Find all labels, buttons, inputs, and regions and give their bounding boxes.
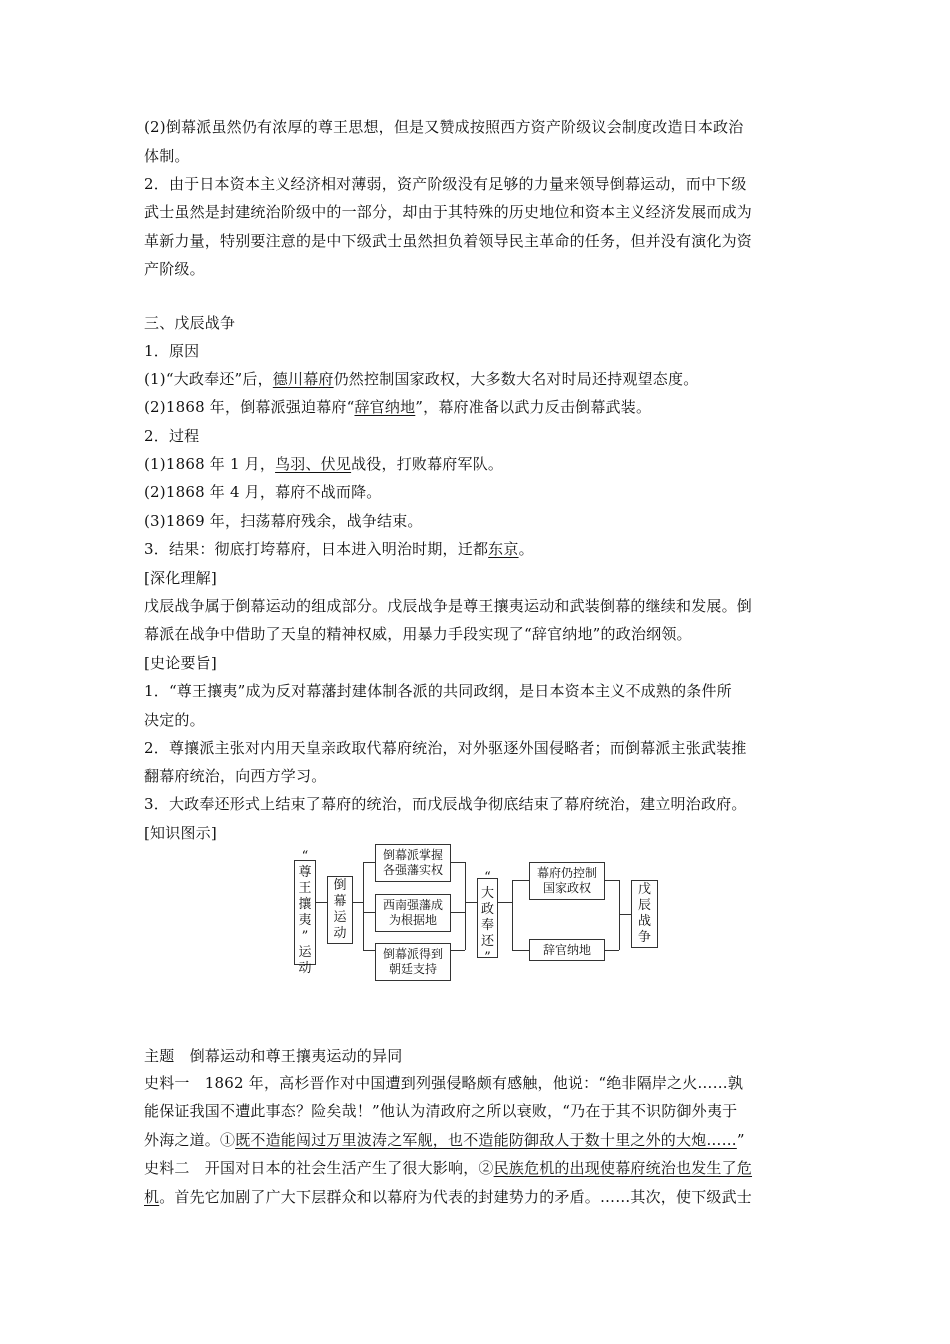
text-line xyxy=(144,1097,814,1125)
text-line xyxy=(144,478,814,506)
text-line xyxy=(144,790,814,818)
box-branch-3-label: 倒幕派得到朝廷支持 xyxy=(383,947,444,976)
underlined-text: 东京 xyxy=(488,540,519,558)
connector xyxy=(512,880,529,881)
text-segment: 主题 倒幕运动和尊王攘夷运动的异同 xyxy=(144,1047,403,1065)
connector xyxy=(512,950,529,951)
text-line xyxy=(144,734,814,762)
connector xyxy=(605,880,619,881)
text-segment: 外海之道。① xyxy=(144,1131,236,1149)
text-line xyxy=(144,1069,814,1097)
text-line xyxy=(144,507,814,535)
text-line xyxy=(144,365,814,393)
text-segment: 史料二 开国对日本的社会生活产生了很大影响，② xyxy=(144,1159,494,1177)
text-line xyxy=(144,564,814,592)
connector xyxy=(451,950,465,951)
text-segment: 体制。 xyxy=(144,147,190,165)
text-segment: 革新力量，特别要注意的是中下级武士虽然担负着领导民主革命的任务，但并没有演化为资 xyxy=(144,232,753,250)
text-segment: 3．大政奉还形式上结束了幕府的统治，而戊辰战争彻底结束了幕府统治，建立明治政府。 xyxy=(144,795,747,813)
text-line xyxy=(144,170,814,198)
text-line xyxy=(144,1183,814,1211)
text-line xyxy=(144,198,814,226)
text-line xyxy=(144,227,814,255)
connector xyxy=(363,912,375,913)
text-segment: 。首先它加剧了广大下层群众和以幕府为代表的封建势力的矛盾。……其次，使下级武士 xyxy=(159,1188,753,1206)
connector xyxy=(316,902,327,903)
text-segment: 能保证我国不遭此事态？险矣哉！”他认为清政府之所以衰败，“乃在于其不识防御外夷于 xyxy=(144,1102,738,1120)
text-segment: 武士虽然是封建统治阶级中的一部分，却由于其特殊的历史地位和资本主义经济发展而成为 xyxy=(144,203,753,221)
underlined-text: 既不造能闯过万里波涛之军舰，也不造能防御敌人于数十里之外的大炮…… xyxy=(235,1131,737,1149)
box-tobaku-movement xyxy=(327,876,353,944)
underlined-text: 鸟羽、伏见 xyxy=(275,455,352,473)
connector xyxy=(451,912,465,913)
text-line xyxy=(144,255,814,283)
text-line xyxy=(144,677,814,705)
text-segment: 三、戊辰战争 xyxy=(144,314,236,332)
connector xyxy=(451,862,465,863)
knowledge-diagram xyxy=(292,838,664,976)
box-shogunate-control xyxy=(529,862,605,900)
box-branch-2-label: 西南强藩成为根据地 xyxy=(383,898,444,927)
text-segment: 翻幕府统治，向西方学习。 xyxy=(144,767,327,785)
underlined-text: 德川幕府 xyxy=(272,370,334,388)
connector xyxy=(619,880,620,950)
text-segment: 3．结果：彻底打垮幕府，日本进入明治时期，迁都 xyxy=(144,540,489,558)
box-sonno-joi-label: “ 尊 王 攘 夷 ” 运 动 xyxy=(298,848,312,976)
box-branch-1 xyxy=(375,844,451,882)
connector xyxy=(465,862,466,950)
box-branch-2 xyxy=(375,894,451,932)
text-segment: ”，幕府准备以武力反击倒幕武装。 xyxy=(415,398,652,416)
box-tobaku-movement-label: 倒 幕 运 动 xyxy=(333,878,347,941)
text-line xyxy=(144,393,814,421)
connector xyxy=(363,862,364,950)
text-segment: [知识图示] xyxy=(144,824,217,842)
text-line xyxy=(144,142,814,170)
connector xyxy=(363,862,375,863)
text-segment: 2．尊攘派主张对内用天皇亲政取代幕府统治，对外驱逐外国侵略者；而倒幕派主张武装推 xyxy=(144,739,747,757)
connector xyxy=(512,880,513,950)
box-jikan-nochi-label: 辞官纳地 xyxy=(542,942,591,957)
text-line xyxy=(144,1126,814,1154)
connector xyxy=(363,950,375,951)
text-segment: 戊辰战争属于倒幕运动的组成部分。戊辰战争是尊王攘夷运动和武装倒幕的继续和发展。倒 xyxy=(144,597,753,615)
box-jikan-nochi xyxy=(529,939,605,961)
text-segment: 2．由于日本资本主义经济相对薄弱，资产阶级没有足够的力量来领导倒幕运动，而中下级 xyxy=(144,175,747,193)
text-segment: [史论要旨] xyxy=(144,654,217,672)
text-segment: 战役，打败幕府军队。 xyxy=(351,455,504,473)
text-line xyxy=(144,762,814,790)
text-segment: 产阶级。 xyxy=(144,260,205,278)
text-segment: 1．原因 xyxy=(144,342,200,360)
text-segment: 2．过程 xyxy=(144,427,200,445)
text-segment: 1．“尊王攘夷”成为反对幕藩封建体制各派的共同政纲，是日本资本主义不成熟的条件所 xyxy=(144,682,732,700)
text-line xyxy=(144,1154,814,1182)
connector xyxy=(465,902,477,903)
text-line xyxy=(144,620,814,648)
underlined-text: 民族危机的出现使幕府统治也发生了危 xyxy=(493,1159,753,1177)
text-segment: 仍然控制国家政权，大多数大名对时局还持观望态度。 xyxy=(333,370,699,388)
text-line xyxy=(144,450,814,478)
text-line xyxy=(144,309,814,337)
connector xyxy=(605,950,619,951)
text-segment: (1)1868 年 1 月， xyxy=(144,455,276,473)
text-segment: (2)1868 年 4 月，幕府不战而降。 xyxy=(144,483,382,501)
box-boshin-war xyxy=(631,880,658,948)
text-segment: 。 xyxy=(518,540,534,558)
text-line xyxy=(144,649,814,677)
box-sonno-joi xyxy=(294,848,316,976)
connector xyxy=(619,914,631,915)
underlined-text: 机 xyxy=(144,1188,160,1206)
text-line xyxy=(144,706,814,734)
text-segment: [深化理解] xyxy=(144,569,217,587)
text-line xyxy=(144,592,814,620)
text-segment: 幕派在战争中借助了天皇的精神权威，用暴力手段实现了“辞官纳地”的政治纲领。 xyxy=(144,625,692,643)
box-boshin-war-label: 戊 辰 战 争 xyxy=(637,882,651,945)
text-segment: (2)1868 年，倒幕派强迫幕府“ xyxy=(144,398,355,416)
box-taisei-hokan xyxy=(477,870,498,965)
connector xyxy=(353,902,363,903)
text-line xyxy=(144,422,814,450)
box-branch-3 xyxy=(375,943,451,981)
connector xyxy=(498,902,512,903)
text-segment: 史料一 1862 年，高杉晋作对中国遭到列强侵略颇有感触，他说：“绝非隔岸之火……孰 xyxy=(144,1074,744,1092)
text-line xyxy=(144,535,814,563)
text-segment: 决定的。 xyxy=(144,711,205,729)
box-taisei-hokan-label: “ 大 政 奉 还 ” xyxy=(480,870,494,965)
text-line xyxy=(144,1042,814,1070)
text-segment: ” xyxy=(736,1131,745,1149)
underlined-text: 辞官纳地 xyxy=(354,398,416,416)
text-segment: (3)1869 年，扫荡幕府残余，战争结束。 xyxy=(144,512,423,530)
box-shogunate-control-label: 幕府仍控制国家政权 xyxy=(537,866,598,895)
text-line xyxy=(144,337,814,365)
text-segment: (2)倒幕派虽然仍有浓厚的尊王思想，但是又赞成按照西方资产阶级议会制度改造日本政治 xyxy=(144,118,744,136)
text-segment: (1)“大政奉还”后， xyxy=(144,370,273,388)
text-line xyxy=(144,113,814,141)
box-branch-1-label: 倒幕派掌握各强藩实权 xyxy=(383,848,444,877)
